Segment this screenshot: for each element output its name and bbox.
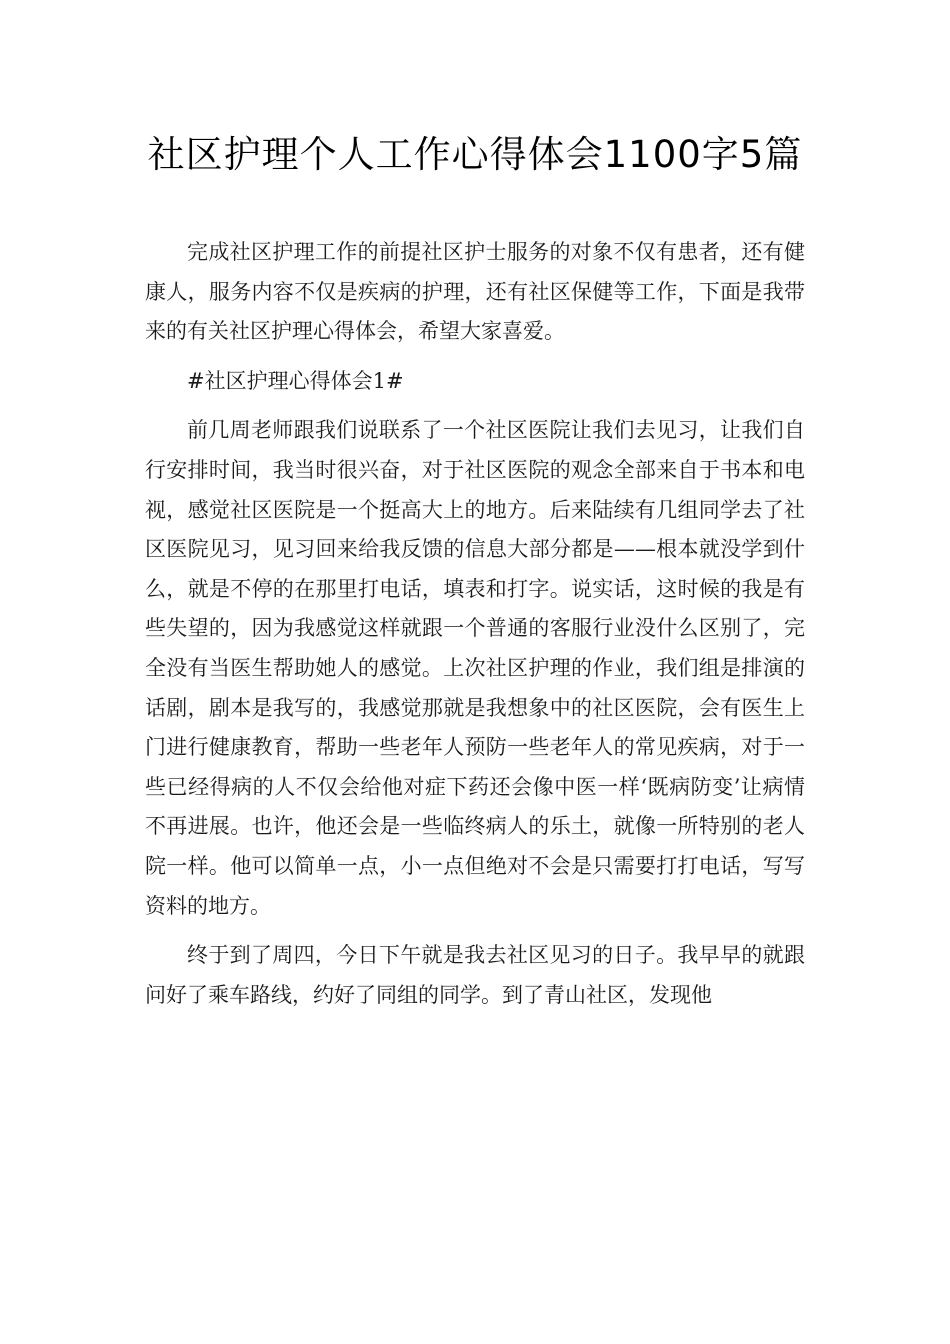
section-heading: #社区护理心得体会1# bbox=[187, 368, 404, 393]
document-body bbox=[145, 233, 805, 1015]
paragraph-body: 前几周老师跟我们说联系了一个社区医院让我们去见习，让我们自行安排时间，我当时很兴奋，对于社区医院的观念全部来自于书本和电视，感觉社区医院是一个挺高大上的地方。后来陆续有几组同学去了社区医院见习，见习回来给我反馈的信息大部分都是——根本就没学到什么，就是不停的在那里打电话，填表和打字。说实话，这时候的我是有些失望的，因为我感觉这样就跟一个普通的客服行业没什么区别了，完全没有当医生帮助她人的感觉。上次社区护理的作业，我们组是排演的话剧，剧本是我写的，我感觉那就是我想象中的社区医院，会有医生上门进行健康教育，帮助一些老年人预防一些老年人的常见疾病，对于一些已经得病的人不仅会给他对症下药还会像中医一样‘既病防变’让病情不再进展。也许，他还会是一些临终病人的乐土，就像一所特别的老人院一样。他可以简单一点，小一点但绝对不会是只需要打打电话，写写资料的地方。 bbox=[145, 418, 805, 918]
paragraph-intro: 完成社区护理工作的前提社区护士服务的对象不仅有患者，还有健康人，服务内容不仅是疾病的护理，还有社区保健等工作，下面是我带来的有关社区护理心得体会，希望大家喜爱。 bbox=[145, 240, 805, 344]
document-title: 社区护理个人工作心得体会1100字5篇 bbox=[147, 133, 803, 176]
paragraph-body: 终于到了周四，今日下午就是我去社区见习的日子。我早早的就跟问好了乘车路线，约好了同组的同学。到了青山社区，发现他 bbox=[145, 943, 805, 1007]
